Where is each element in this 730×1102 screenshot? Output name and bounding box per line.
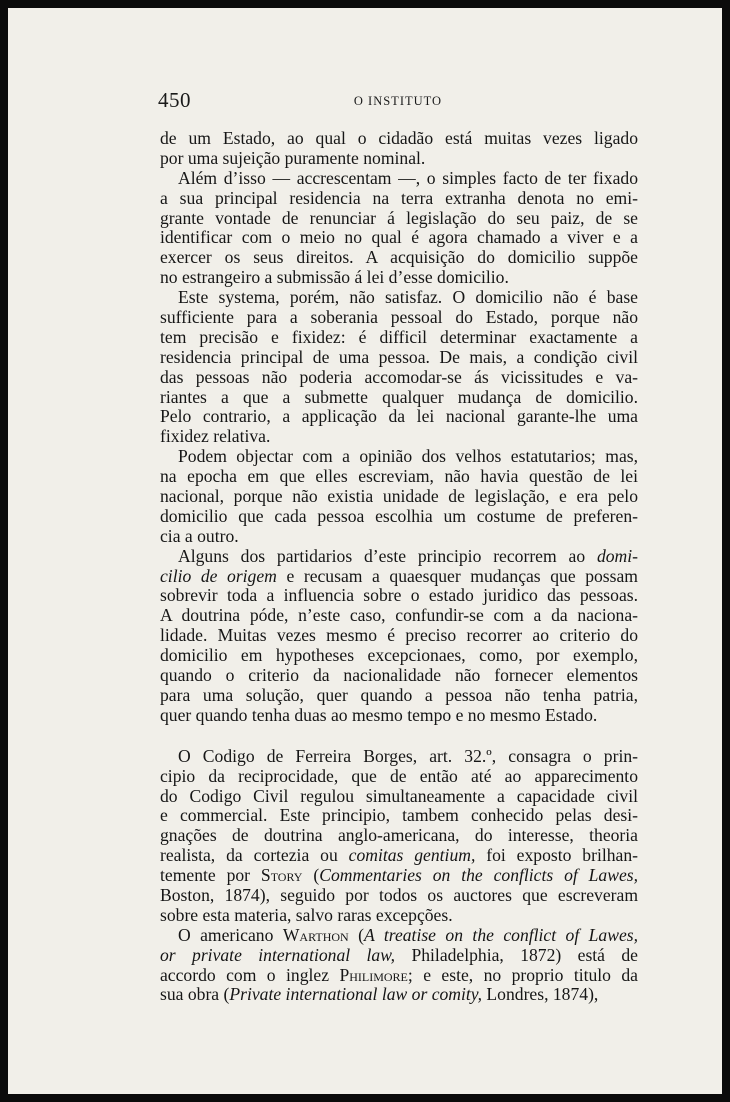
text-run: domicilio em hypotheses excepcionaes, como, por exemplo,	[160, 646, 638, 666]
text-run: O Codigo de Ferreira Borges, art. 32.º, consagra o prin-	[178, 746, 638, 766]
text-run: no estrangeiro a submissão á lei d’esse domicilio.	[160, 268, 509, 288]
page-number: 450	[158, 88, 191, 112]
text-line	[160, 328, 638, 348]
text-italic: Private international law or comity,	[229, 985, 483, 1005]
text-line	[160, 866, 638, 886]
text-run: exercer os seus direitos. A acquisição do domicilio suppõe	[160, 248, 638, 268]
text-run: temente por	[160, 866, 261, 886]
text-line	[160, 747, 638, 767]
text-run: A doutrina póde, n’este caso, confundir-se com a da naciona-	[160, 606, 638, 626]
text-run: O americano	[178, 925, 283, 945]
text-run: tem precisão e fixidez: é difficil determinar exactamente a	[160, 327, 638, 347]
text-run: (	[302, 866, 320, 886]
text-run: Podem objectar com a opinião dos velhos estatutarios; mas,	[178, 447, 638, 467]
text-run: realista, da cortezia ou	[160, 846, 349, 866]
page-header	[158, 86, 638, 116]
text-run: accordo com o inglez	[160, 965, 340, 985]
text-run: quer quando tenha duas ao mesmo tempo e no mesmo Estado.	[160, 705, 598, 725]
text-line	[160, 228, 638, 248]
text-line	[160, 586, 638, 606]
text-run: sobre esta materia, salvo raras excepções.	[160, 905, 453, 925]
text-small-caps: Warthon	[282, 925, 349, 945]
text-run: a sua principal residencia na terra extranha denota no emi-	[160, 188, 638, 208]
text-line	[160, 427, 638, 447]
text-line	[160, 646, 638, 666]
text-run: das pessoas não poderia accomodar-se ás vicissitudes e va-	[160, 367, 638, 387]
text-run: sobrevir toda a influencia sobre o estado juridico das pessoas.	[160, 586, 638, 606]
text-run: e recusam a quaesquer mudanças que possam	[276, 566, 638, 586]
text-italic: A treatise on the conflict of Lawes,	[364, 925, 638, 945]
text-run: Boston, 1874), seguido por todos os auctores que escreveram	[160, 885, 638, 905]
text-run: nacional, porque não existia unidade de legislação, e era pelo	[160, 487, 638, 507]
text-line	[160, 487, 638, 507]
text-line	[160, 268, 638, 288]
text-run: ; e este, no proprio titulo da	[407, 965, 638, 985]
text-run: Londres, 1874),	[482, 985, 599, 1005]
text-line	[160, 567, 638, 587]
text-run: Pelo contrario, a applicação da lei nacional garante-lhe uma	[160, 407, 638, 427]
text-line	[160, 388, 638, 408]
text-run: cia a outro.	[160, 526, 239, 546]
text-run: (	[348, 925, 365, 945]
text-line	[160, 626, 638, 646]
text-run: cipio da reciprocidade, que de então até ao apparecimento	[160, 766, 638, 786]
text-run: para uma solução, quer quando a pessoa não tenha patria,	[160, 685, 638, 705]
text-line	[160, 606, 638, 626]
text-run: foi exposto brilhan-	[475, 846, 638, 866]
text-run: Alguns dos partidarios d’este principio recorrem ao	[178, 546, 597, 566]
text-run: e commercial. Este principio, tambem conhecido pelas desi-	[160, 806, 638, 826]
text-line	[160, 686, 638, 706]
text-line	[160, 209, 638, 229]
text-run: Além d’isso — accrescentam —, o simples facto de ter fixado	[178, 168, 638, 188]
text-line	[160, 169, 638, 189]
text-italic: domi-	[596, 546, 638, 566]
text-line	[160, 706, 638, 726]
text-small-caps: Philimore	[339, 965, 408, 985]
text-italic: comitas gentium,	[348, 846, 476, 866]
text-line	[160, 467, 638, 487]
text-line	[160, 767, 638, 787]
text-line	[160, 507, 638, 527]
text-run: grante vontade de renunciar á legislação do seu paiz, de se	[160, 208, 638, 228]
text-line	[160, 906, 638, 926]
text-line	[160, 288, 638, 308]
text-italic: or private international law,	[160, 945, 396, 965]
text-line	[160, 248, 638, 268]
text-run: de um Estado, ao qual o cidadão está muitas vezes ligado	[160, 129, 638, 148]
text-run: quando o criterio da nacionalidade não fornecer elementos	[160, 666, 638, 686]
text-run: por uma sujeição puramente nominal.	[160, 148, 426, 168]
text-line	[160, 787, 638, 807]
text-line	[160, 407, 638, 427]
text-run: Este systema, porém, não satisfaz. O domicilio não é base	[178, 288, 638, 308]
text-line	[160, 447, 638, 467]
text-line	[160, 129, 638, 149]
text-run: Philadelphia, 1872) está de	[395, 945, 638, 965]
text-run: fixidez relativa.	[160, 427, 271, 447]
text-run: residencia principal de uma pessoa. De mais, a condição civil	[160, 347, 638, 367]
text-italic: Commentaries on the conflicts of Lawes,	[319, 866, 638, 886]
text-run: na epocha em que elles escreviam, não havia questão de lei	[160, 467, 638, 487]
text-run: gnações de doutrina anglo-americana, do interesse, theoria	[160, 826, 638, 846]
text-line	[160, 985, 638, 1005]
text-line	[160, 527, 638, 547]
text-run: sufficiente para a soberania pessoal do Estado, porque não	[160, 308, 638, 328]
text-line	[160, 368, 638, 388]
text-run: sua obra (	[160, 985, 230, 1005]
running-title: O INSTITUTO	[353, 94, 443, 108]
text-run: domicilio que cada pessoa escolhia um costume de preferen-	[160, 506, 638, 526]
text-small-caps: Story	[260, 866, 303, 886]
text-line	[160, 846, 638, 866]
text-line	[160, 966, 638, 986]
text-run: lidade. Muitas vezes mesmo é preciso recorrer ao criterio do	[160, 626, 638, 646]
text-run: identificar com o meio no qual é agora chamado a viver e a	[160, 228, 638, 248]
text-run: do Codigo Civil regulou simultaneamente a capacidade civil	[160, 786, 638, 806]
paragraph-gap	[160, 726, 638, 747]
text-line	[160, 308, 638, 328]
text-line	[160, 886, 638, 906]
text-line	[160, 547, 638, 567]
text-italic: cilio de origem	[160, 566, 277, 586]
text-line	[160, 666, 638, 686]
text-line	[160, 149, 638, 169]
text-line	[160, 189, 638, 209]
body-text	[160, 129, 638, 1005]
text-line	[160, 926, 638, 946]
book-page	[8, 8, 722, 1094]
text-line	[160, 826, 638, 846]
text-line	[160, 806, 638, 826]
text-line	[160, 348, 638, 368]
text-line	[160, 946, 638, 966]
text-run: riantes a que a submette qualquer mudança de domicilio.	[160, 387, 638, 407]
